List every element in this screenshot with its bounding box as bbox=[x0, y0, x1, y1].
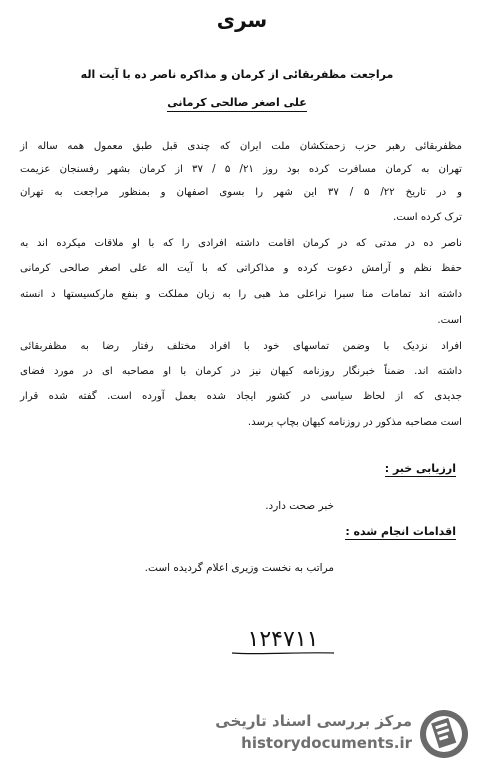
subject-line-2 bbox=[42, 96, 432, 109]
body-line: حفظ نظم و آرامش دعوت کرده و مذاکراتی که با آیت اله علی اصغر صالحی کرمانی bbox=[20, 263, 462, 274]
body-line: است مصاحبه مذکور در روزنامه کیهان بچاپ برسد. bbox=[247, 417, 462, 428]
document-number-underline bbox=[232, 653, 334, 654]
assessment-label-text: ارزیابی خبر : bbox=[384, 462, 456, 475]
body-line: و در تاریخ ۲۲/ ۵ / ۳۷ این شهر را بسوی اصفهان و بمنظور مراجعت به تهران bbox=[20, 187, 462, 198]
body-line: جدیدی که از لحاظ سیاسی در کشور ایجاد شده بعمل آورده است. گفته شده قرار bbox=[20, 391, 462, 402]
document-number-stamp bbox=[228, 622, 338, 656]
body-line: داشته اند. ضمناً خبرنگار روزنامه کیهان نیز در کرمان با او مصاحبه ای در مورد فضای bbox=[20, 366, 462, 377]
subject-line-1 bbox=[42, 68, 432, 81]
body-line: مظفربقائی رهبر حزب زحمتکشان ملت ایران که چندی قبل طبق معمول همه ساله از bbox=[20, 141, 462, 152]
actions-label bbox=[345, 525, 456, 538]
archive-logo-icon bbox=[418, 708, 470, 760]
body-line: ناصر ده در مدتی که در کرمان اقامت داشته افرادی را که با او ملاقات میکرده اند به bbox=[20, 238, 462, 249]
document-number-graphic bbox=[228, 622, 338, 656]
assessment-value: خبر صحت دارد. bbox=[265, 500, 334, 512]
assessment-label bbox=[385, 462, 456, 475]
body-line: افراد نزدیک با وضمن تماسهای خود با افراد مختلف رفتار رضا به مظفربقائی bbox=[20, 341, 462, 352]
actions-label-text: اقدامات انجام شده : bbox=[345, 525, 456, 538]
document-number-text: ۱۲۴۷۱۱ bbox=[247, 627, 319, 652]
actions-value: مراتب به نخست وزیری اعلام گردیده است. bbox=[144, 562, 334, 574]
body-line: است. bbox=[437, 315, 462, 326]
body-line: داشته اند تمامات منا سبرا نراعلی مذ هبی را به زبان مملکت و بنفع مارکسیستها د انسته bbox=[20, 289, 462, 300]
body-line: تهران به کرمان مسافرت کرده بود روز ۲۱/ ۵ / ۳۷ از کرمان بشهر رفسنجان عزیمت bbox=[20, 164, 462, 175]
archive-name: مرکز بررسی اسناد تاریخی bbox=[215, 712, 412, 730]
subject-line-2-text: علی اصغر صالحی کرمانی bbox=[167, 96, 306, 112]
archive-website: historydocuments.ir bbox=[241, 734, 412, 752]
subject-line-1-text: مراجعت مظفربقائی از کرمان و مذاکره ناصر ده با آیت اله bbox=[80, 68, 394, 81]
body-line: ترک کرده است. bbox=[392, 212, 462, 223]
classification-mark: سری bbox=[216, 8, 268, 32]
